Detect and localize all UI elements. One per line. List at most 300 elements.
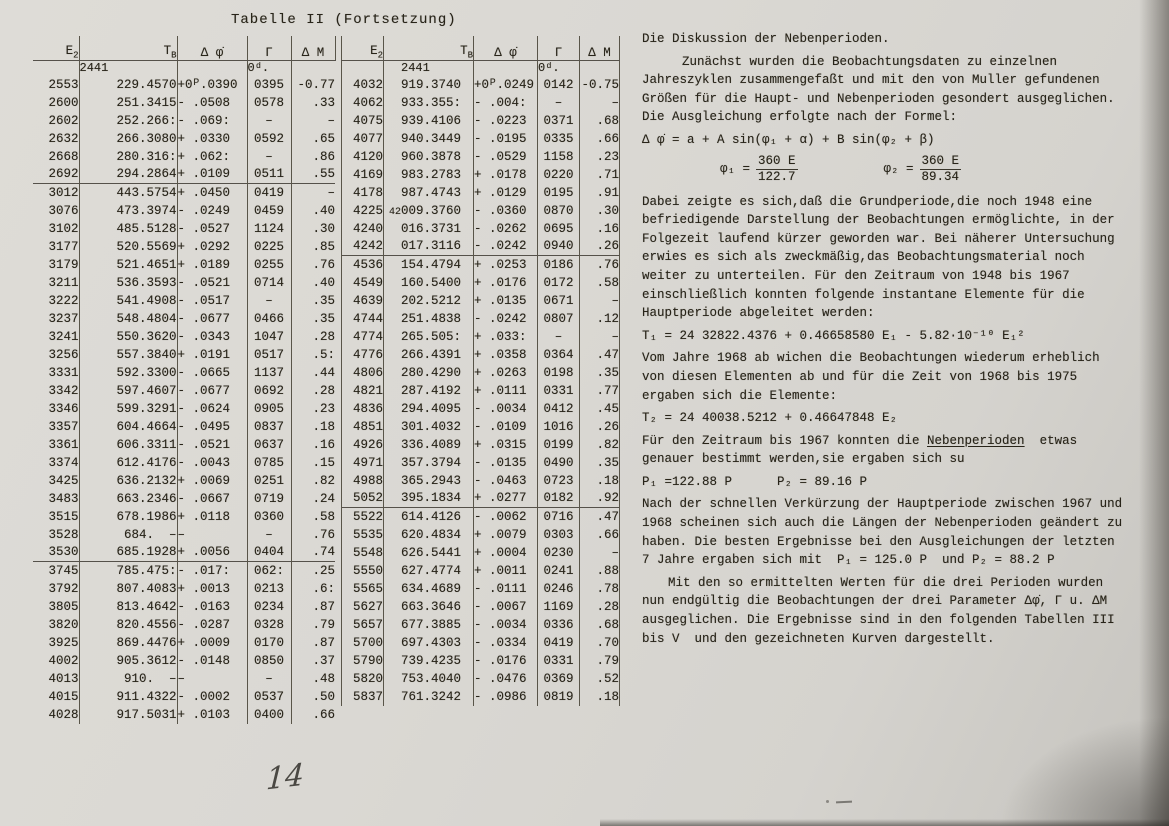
formula-periods: P₁ =122.88 P P₂ = 89.16 P — [642, 474, 868, 489]
cell-gamma: 0182 — [538, 490, 580, 508]
cell-dm: .23 — [580, 148, 620, 166]
cell-gamma: 0369 — [538, 670, 580, 688]
cell-gamma-unit: 0ᵈ. — [247, 61, 291, 76]
table-row — [33, 670, 335, 688]
cell-dm: .45 — [580, 400, 620, 418]
cell-epoch: 2668 — [33, 148, 79, 166]
cell-epoch: 4032 — [342, 76, 384, 94]
col-header-tb: $T_B$ — [79, 36, 177, 61]
cell-dm: .48 — [312, 671, 335, 686]
cell-epoch: 4120 — [342, 148, 384, 166]
cell-gamma: 0230 — [538, 544, 580, 562]
cell-dm: .86 — [312, 149, 335, 164]
cell-epoch: 4002 — [33, 652, 79, 670]
cell-dm: .77 — [580, 382, 620, 400]
cell-tb: 939.4106 — [384, 112, 474, 130]
cell-dphi: + .0111 — [474, 382, 538, 400]
cell-dphi: - .0249 — [177, 202, 247, 220]
cell-tb: 663.2346 — [79, 490, 177, 508]
cell-dm: .79 — [312, 617, 335, 632]
cell-dm: – — [291, 184, 335, 202]
paragraph: Zunächst wurden die Beobachtungsdaten zu einzelnen Jahreszyklen zusammengefaßt und mit den von Muller gefundenen Größen für die Haupt- und Nebenperioden gesondert ausgeglichen. Die Ausgleichung erfolgte nach der Formel: — [642, 54, 1123, 125]
cell-gamma: 0255 — [247, 256, 291, 274]
cell-tb: 521.4651 — [79, 256, 177, 274]
cell-dm: .47 — [580, 346, 620, 364]
cell-dphi: - .0195 — [474, 130, 538, 148]
cell-epoch: 4013 — [33, 670, 79, 688]
cell-dphi: + .0277 — [474, 490, 538, 508]
cell-dm: .76 — [312, 257, 335, 272]
cell-dphi: + .0013 — [177, 580, 247, 598]
cell-era-year: 2441 — [79, 61, 177, 76]
cell-dm: .55 — [312, 167, 335, 182]
cell-dphi: + .0450 — [177, 184, 247, 202]
cell-tb: 813.4642 — [79, 598, 177, 616]
cell-dm: .6: — [312, 581, 335, 596]
cell-dphi: - .0495 — [177, 418, 247, 436]
cell-epoch: 2602 — [33, 112, 79, 130]
cell-epoch: 3530 — [33, 544, 79, 562]
cell-dm: .28 — [312, 329, 335, 344]
table-row — [33, 580, 335, 598]
table-row — [33, 616, 335, 634]
cell-tb: 684. – — [79, 526, 177, 544]
table-row — [33, 364, 335, 382]
data-table-right — [341, 36, 620, 706]
cell-tb: 251.3415 — [79, 94, 177, 112]
cell-epoch: 5700 — [342, 634, 384, 652]
table-row — [33, 562, 335, 580]
cell-dphi: - .0476 — [474, 670, 538, 688]
cell-dphi: - .0334 — [474, 634, 538, 652]
cell-dphi: - .0343 — [177, 328, 247, 346]
cell-dphi: - .0242 — [474, 310, 538, 328]
phi2-lead: φ₂ = — [883, 161, 914, 176]
table-row — [33, 634, 335, 652]
cell-gamma: 0170 — [247, 634, 291, 652]
cell-epoch: 3211 — [33, 274, 79, 292]
phi1-denominator: 122.7 — [758, 169, 796, 184]
paragraph — [642, 432, 1128, 469]
cell-tb: 357.3794 — [384, 454, 474, 472]
cell-tb: 820.4556 — [79, 616, 177, 634]
table-row — [342, 454, 620, 472]
cell-gamma: 0716 — [538, 508, 580, 526]
table-row — [33, 526, 335, 544]
handwritten-page-number: 14 — [265, 757, 305, 798]
cell-epoch: 4075 — [342, 112, 384, 130]
cell-gamma: 0364 — [538, 346, 580, 364]
cell-dphi: - .0667 — [177, 490, 247, 508]
cell-dm: -0.77 — [297, 77, 335, 92]
cell-dm: .68 — [580, 616, 620, 634]
cell-dphi: - .017: — [177, 562, 247, 580]
cell-dphi: - .0111 — [474, 580, 538, 598]
table-row — [342, 220, 620, 238]
cell-gamma: 0412 — [538, 400, 580, 418]
cell-tb: 443.5754 — [79, 184, 177, 202]
table-row — [342, 508, 620, 526]
cell-dm: .35 — [580, 454, 620, 472]
cell-tb: 627.4774 — [384, 562, 474, 580]
cell-dphi: - .0163 — [177, 598, 247, 616]
cell-gamma: 0837 — [247, 418, 291, 436]
cell-epoch: 5820 — [342, 670, 384, 688]
cell-tb: 869.4476 — [79, 634, 177, 652]
table-row — [33, 274, 335, 292]
table-row — [342, 418, 620, 436]
cell-tb: 606.3311 — [79, 436, 177, 454]
pen-mark — [836, 801, 852, 804]
cell-gamma: 0850 — [247, 652, 291, 670]
cell-dm: .40 — [312, 275, 335, 290]
cell-dphi: - .0665 — [177, 364, 247, 382]
cell-gamma: 0517 — [247, 346, 291, 364]
cell-epoch: 3179 — [33, 256, 79, 274]
cell-gamma: 0371 — [538, 112, 580, 130]
table-row — [33, 310, 335, 328]
table-row — [33, 454, 335, 472]
cell-gamma: 0360 — [247, 508, 291, 526]
cell-dphi: – — [177, 670, 247, 688]
cell-tb: 697.4303 — [384, 634, 474, 652]
cell-dphi: - .0002 — [177, 688, 247, 706]
table-row — [342, 616, 620, 634]
table-row — [342, 490, 620, 508]
cell-epoch: 3357 — [33, 418, 79, 436]
cell-dm: .91 — [580, 184, 620, 202]
col-header-dm: Δ M — [580, 36, 620, 61]
formula-phi1 — [720, 154, 798, 185]
cell-epoch: 3342 — [33, 382, 79, 400]
col-header-gamma: Γ — [538, 36, 580, 61]
cell-tb: 336.4089 — [384, 436, 474, 454]
formula-t1: T₁ = 24 32822.4376 + 0.46658580 E₁ - 5.82·10⁻¹⁰ E₁² — [642, 328, 1025, 343]
cell-tb: 287.4192 — [384, 382, 474, 400]
cell-epoch: 4062 — [342, 94, 384, 112]
table-row — [342, 562, 620, 580]
cell-dm: .18 — [312, 419, 335, 434]
cell-epoch: 4178 — [342, 184, 384, 202]
cell-epoch: 3331 — [33, 364, 79, 382]
cell-gamma: 0671 — [538, 292, 580, 310]
cell-tb: 541.4908 — [79, 292, 177, 310]
cell-dm: – — [580, 94, 620, 112]
cell-tb: 202.5212 — [384, 292, 474, 310]
cell-tb: 548.4804 — [79, 310, 177, 328]
cell-tb: 266.3080 — [79, 130, 177, 148]
cell-dphi: - .0529 — [474, 148, 538, 166]
cell-gamma: 0578 — [247, 94, 291, 112]
cell-epoch: 3177 — [33, 238, 79, 256]
phi2-numerator: 360 E — [921, 153, 960, 168]
table-row — [33, 94, 335, 112]
table-row — [342, 400, 620, 418]
table-row — [33, 490, 335, 508]
phi2-fraction — [920, 154, 962, 185]
formula-phi2 — [884, 154, 962, 185]
cell-dphi: + .0129 — [474, 184, 538, 202]
cell-epoch: 3528 — [33, 526, 79, 544]
table-row — [33, 508, 335, 526]
table-row — [342, 526, 620, 544]
cell-tb: 911.4322 — [79, 688, 177, 706]
col-header-gamma: Γ — [247, 36, 291, 61]
cell-tb: 917.5031 — [79, 706, 177, 724]
cell-epoch: 3425 — [33, 472, 79, 490]
cell-epoch: 3792 — [33, 580, 79, 598]
table-row — [33, 166, 335, 184]
cell-gamma: – — [247, 112, 291, 130]
cell-dphi: - .0034 — [474, 400, 538, 418]
table-row — [33, 436, 335, 454]
cell-dm: .30 — [312, 221, 335, 236]
col-header-dphi: Δ φ̇ — [474, 36, 538, 61]
cell-tb: 229.4570 — [79, 76, 177, 94]
section-heading: Die Diskussion der Nebenperioden. — [642, 32, 890, 46]
cell-dphi: - .0262 — [474, 220, 538, 238]
cell-tb: 550.3620 — [79, 328, 177, 346]
cell-epoch: 3820 — [33, 616, 79, 634]
cell-dm: .82 — [580, 436, 620, 454]
cell-epoch: 4774 — [342, 328, 384, 346]
cell-dm: .66 — [580, 526, 620, 544]
cell-dm: .35 — [312, 293, 335, 308]
cell-dm: .35 — [580, 364, 620, 382]
cell-tb: 485.5128 — [79, 220, 177, 238]
cell-dphi: – — [177, 526, 247, 544]
cell-gamma: 1137 — [247, 364, 291, 382]
cell-gamma: 0419 — [247, 184, 291, 202]
cell-tb: 987.4743 — [384, 184, 474, 202]
cell-tb: 557.3840 — [79, 346, 177, 364]
cell-gamma: 0331 — [538, 382, 580, 400]
cell-epoch: 3222 — [33, 292, 79, 310]
cell-gamma: 0225 — [247, 238, 291, 256]
cell-gamma: 0213 — [247, 580, 291, 598]
page-edge-shadow-right — [1139, 0, 1169, 826]
cell-dm: .87 — [312, 599, 335, 614]
cell-dm: .33 — [312, 95, 335, 110]
cell-tb: 612.4176 — [79, 454, 177, 472]
cell-tb: 960.3878 — [384, 148, 474, 166]
cell-gamma: 0419 — [538, 634, 580, 652]
cell-tb: 599.3291 — [79, 400, 177, 418]
cell-dm: .18 — [580, 688, 620, 706]
cell-dphi: - .0176 — [474, 652, 538, 670]
cell-tb: 636.2132 — [79, 472, 177, 490]
cell-dphi: + .0253 — [474, 256, 538, 274]
cell-gamma: 1158 — [538, 148, 580, 166]
cell-epoch: 5837 — [342, 688, 384, 706]
cell-tb: 905.3612 — [79, 652, 177, 670]
cell-gamma: 1124 — [247, 220, 291, 238]
cell-dphi: + .0358 — [474, 346, 538, 364]
table-row — [33, 112, 335, 130]
cell-epoch: 5052 — [342, 490, 384, 508]
table-row — [342, 238, 620, 256]
cell-epoch: 3483 — [33, 490, 79, 508]
cell-tb: 294.4095 — [384, 400, 474, 418]
cell-epoch: 5565 — [342, 580, 384, 598]
table-row — [33, 706, 335, 724]
cell-dm: .88 — [580, 562, 620, 580]
table-row — [33, 184, 335, 202]
cell-dphi: + .0056 — [177, 544, 247, 562]
cell-tb: 614.4126 — [384, 508, 474, 526]
cell-tb: 919.3740 — [384, 76, 474, 94]
cell-epoch: 3745 — [33, 562, 79, 580]
cell-gamma: 0719 — [247, 490, 291, 508]
cell-dphi: +0ᴾ.0390 — [177, 76, 247, 94]
cell-tb: 753.4040 — [384, 670, 474, 688]
table-row — [33, 292, 335, 310]
cell-dm: .76 — [312, 527, 335, 542]
cell-tb: 160.5400 — [384, 274, 474, 292]
table-row — [342, 76, 620, 94]
cell-dm: .26 — [580, 238, 620, 256]
cell-tb: 604.4664 — [79, 418, 177, 436]
cell-epoch: 4242 — [342, 238, 384, 256]
col-header-epoch: $E_2$ — [33, 36, 79, 61]
cell-gamma: – — [247, 670, 291, 688]
cell-tb: 520.5569 — [79, 238, 177, 256]
cell-dphi: - .0527 — [177, 220, 247, 238]
cell-dphi: + .033: — [474, 328, 538, 346]
cell-dphi: - .0521 — [177, 274, 247, 292]
cell-epoch: 3237 — [33, 310, 79, 328]
table-row — [342, 310, 620, 328]
cell-dm: – — [580, 292, 620, 310]
cell-gamma: 0336 — [538, 616, 580, 634]
table-row — [33, 76, 335, 94]
cell-epoch: 4806 — [342, 364, 384, 382]
cell-epoch: 3515 — [33, 508, 79, 526]
cell-gamma: 0637 — [247, 436, 291, 454]
cell-dphi: - .0517 — [177, 292, 247, 310]
cell-epoch: 3374 — [33, 454, 79, 472]
cell-dphi: - .0148 — [177, 652, 247, 670]
table-row — [342, 634, 620, 652]
cell-epoch: 5548 — [342, 544, 384, 562]
cell-epoch: 3346 — [33, 400, 79, 418]
cell-dm: .79 — [580, 652, 620, 670]
cell-tb: 678.1986 — [79, 508, 177, 526]
col-header-epoch: $E_2$ — [342, 36, 384, 61]
cell-dm — [580, 61, 620, 76]
cell-dm: .30 — [580, 202, 620, 220]
cell-dphi — [474, 61, 538, 76]
cell-gamma: 0198 — [538, 364, 580, 382]
cell-dphi: + .0135 — [474, 292, 538, 310]
cell-tb: 677.3885 — [384, 616, 474, 634]
cell-dphi: - .0677 — [177, 382, 247, 400]
cell-gamma: 0251 — [247, 472, 291, 490]
cell-tb: 42009.3760 — [384, 202, 474, 220]
table-row — [33, 328, 335, 346]
phi1-lead: φ₁ = — [720, 161, 751, 176]
table-row — [342, 688, 620, 706]
cell-epoch: 4015 — [33, 688, 79, 706]
cell-dphi: - .0986 — [474, 688, 538, 706]
cell-tb: 365.2943 — [384, 472, 474, 490]
cell-epoch: 5535 — [342, 526, 384, 544]
cell-epoch: 4077 — [342, 130, 384, 148]
cell-dm: .35 — [312, 311, 335, 326]
cell-epoch: 4776 — [342, 346, 384, 364]
cell-epoch: 3241 — [33, 328, 79, 346]
cell-tb: 294.2864 — [79, 166, 177, 184]
page-edge-shadow-bottom — [600, 819, 1169, 826]
cell-dm: .28 — [312, 383, 335, 398]
cell-dm: .18 — [580, 472, 620, 490]
cell-epoch: 3361 — [33, 436, 79, 454]
cell-tb: 017.3116 — [384, 238, 474, 256]
cell-gamma: 0220 — [538, 166, 580, 184]
cell-tb: 663.3646 — [384, 598, 474, 616]
table-row — [342, 364, 620, 382]
cell-tb: 940.3449 — [384, 130, 474, 148]
cell-dm: – — [580, 328, 620, 346]
cell-epoch: 4836 — [342, 400, 384, 418]
cell-dphi: + .062: — [177, 148, 247, 166]
table-row — [33, 256, 335, 274]
cell-tb: 933.355: — [384, 94, 474, 112]
table-row — [342, 292, 620, 310]
cell-gamma: 0870 — [538, 202, 580, 220]
table-row — [342, 130, 620, 148]
cell-epoch: 3256 — [33, 346, 79, 364]
paragraph: Mit den so ermittelten Werten für die drei Perioden wurden nun endgültig die Beobachtungen der drei Parameter Δφ̇, Γ u. ΔM ausgeglichen. Die Ergebnisse sind in den folgenden Tabellen III bis V und den gezeichneten Kurven dargestellt. — [642, 575, 1123, 646]
cell-epoch: 5522 — [342, 508, 384, 526]
cell-dphi: + .0011 — [474, 562, 538, 580]
cell-dm: – — [327, 113, 335, 128]
cell-epoch: 3102 — [33, 220, 79, 238]
table-row — [342, 274, 620, 292]
cell-gamma: 0723 — [538, 472, 580, 490]
table-row — [33, 382, 335, 400]
table-row — [342, 94, 620, 112]
cell-dm: .52 — [580, 670, 620, 688]
cell-epoch: 3805 — [33, 598, 79, 616]
cell-dm: .16 — [312, 437, 335, 452]
cell-epoch: 4028 — [33, 706, 79, 724]
cell-epoch — [342, 61, 384, 76]
cell-dphi: + .0315 — [474, 436, 538, 454]
cell-dm: .85 — [312, 239, 335, 254]
underlined-term: Nebenperioden — [927, 433, 1025, 448]
table-row — [33, 220, 335, 238]
cell-gamma: 1169 — [538, 598, 580, 616]
cell-dphi: + .0292 — [177, 238, 247, 256]
table-header-row — [33, 36, 335, 61]
cell-gamma: 0395 — [247, 76, 291, 94]
cell-gamma: 0714 — [247, 274, 291, 292]
cell-gamma: – — [538, 328, 580, 346]
cell-tb: 016.3731 — [384, 220, 474, 238]
cell-epoch: 5550 — [342, 562, 384, 580]
cell-gamma: 0592 — [247, 130, 291, 148]
cell-epoch: 4549 — [342, 274, 384, 292]
table-row — [342, 382, 620, 400]
cell-epoch: 3012 — [33, 184, 79, 202]
cell-dphi: - .0109 — [474, 418, 538, 436]
cell-dm: .65 — [312, 131, 335, 146]
table-row — [33, 346, 335, 364]
table-row — [33, 148, 335, 166]
table-row — [342, 598, 620, 616]
cell-gamma: 0199 — [538, 436, 580, 454]
